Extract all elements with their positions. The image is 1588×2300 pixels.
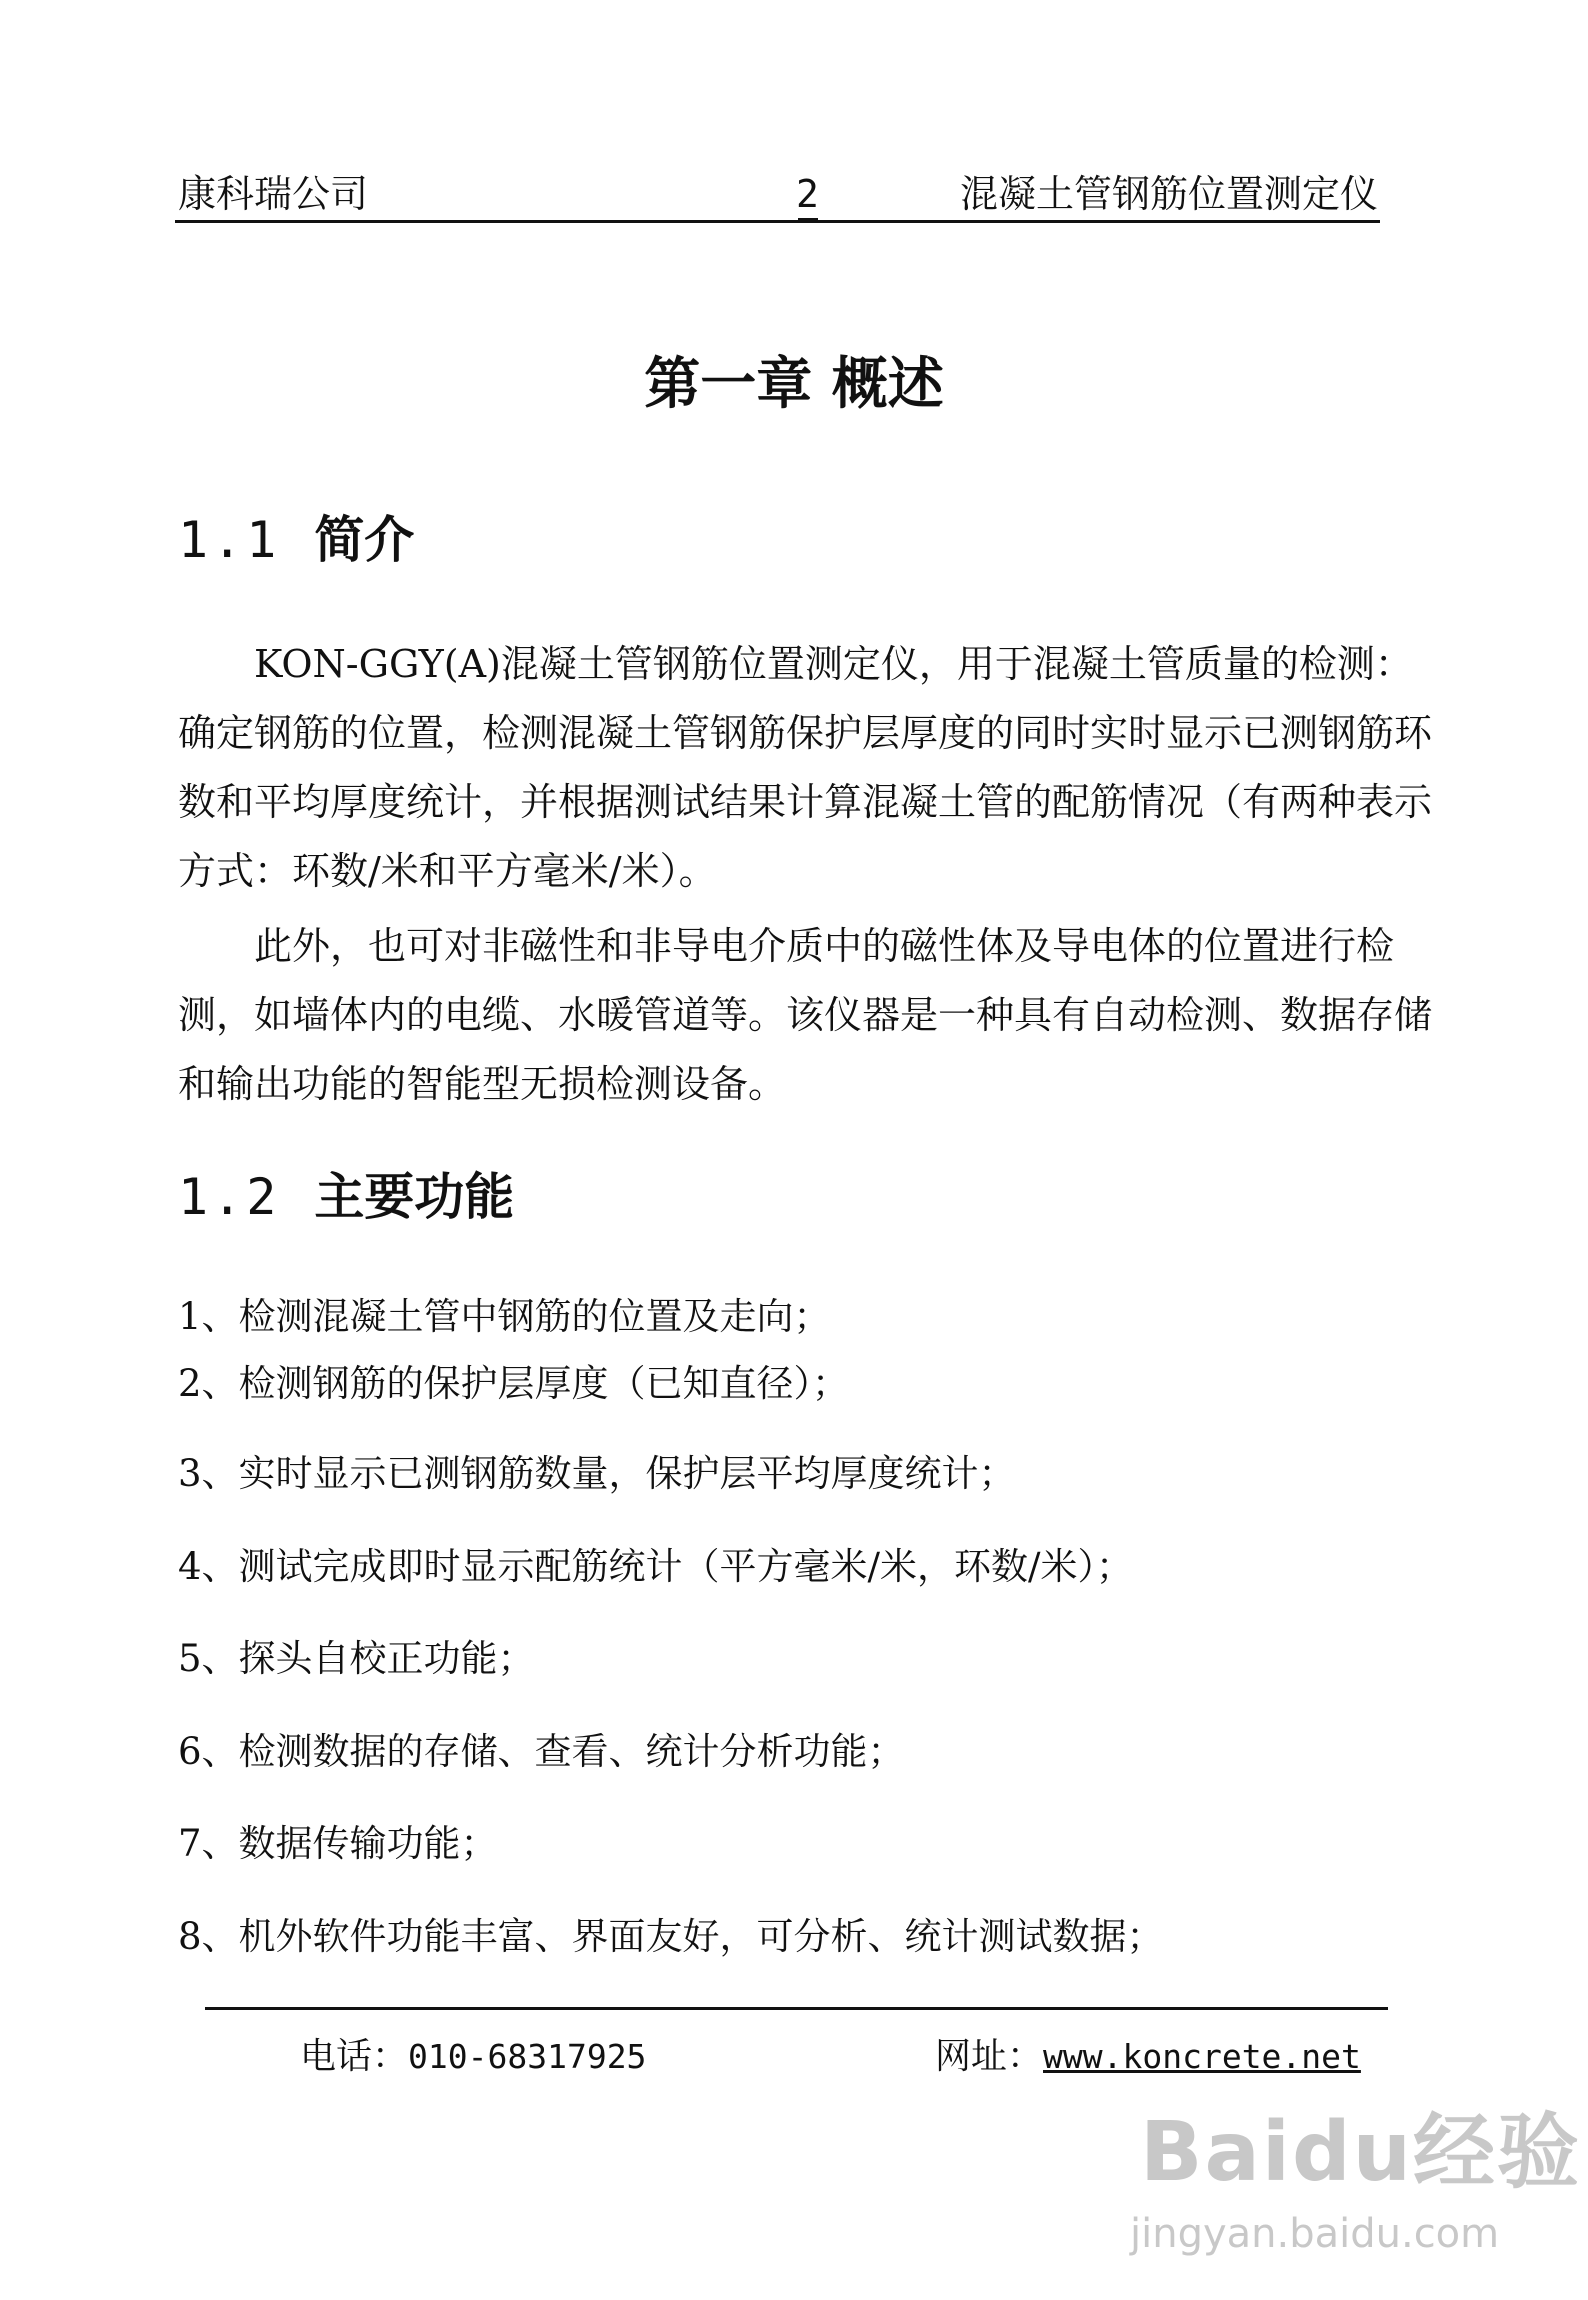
list-item: 7、数据传输功能； xyxy=(178,1822,498,1865)
footer-website xyxy=(935,2034,1361,2080)
intro-paragraph-1 xyxy=(178,630,1448,906)
header-doc-title: 混凝土管钢筋位置测定仪 xyxy=(959,172,1378,216)
footer-phone xyxy=(300,2034,646,2080)
list-item: 2、检测钢筋的保护层厚度（已知直径）； xyxy=(178,1362,850,1405)
baidu-jingyan-watermark-url: jingyan.baidu.com xyxy=(1130,2211,1500,2257)
list-item: 4、测试完成即时显示配筋统计（平方毫米/米，环数/米）； xyxy=(178,1545,1133,1588)
intro-paragraph-2 xyxy=(178,912,1448,1119)
list-item: 6、检测数据的存储、查看、统计分析功能； xyxy=(178,1730,905,1773)
paragraph-text: 此外，也可对非磁性和非导电介质中的磁性体及导电体的位置进行检测，如墙体内的电缆、水暖管道等。该仪器是一种具有自动检测、数据存储和输出功能的智能型无损检测设备。 xyxy=(178,924,1433,1106)
website-link[interactable]: www.koncrete.net xyxy=(1043,2037,1361,2076)
section-heading-functions xyxy=(178,1165,514,1229)
header-rule xyxy=(175,220,1380,223)
section-title: 简介 xyxy=(314,511,415,569)
footer-rule xyxy=(205,2007,1388,2010)
website-label: 网址： xyxy=(935,2036,1044,2077)
phone-number: 010-68317925 xyxy=(408,2037,647,2076)
list-item: 3、实时显示已测钢筋数量，保护层平均厚度统计； xyxy=(178,1452,1016,1495)
section-title: 主要功能 xyxy=(314,1168,515,1226)
page-number-underline xyxy=(798,218,818,221)
chapter-title: 第一章 概述 xyxy=(644,352,944,417)
header-page-number: 2 xyxy=(796,172,819,216)
paragraph-text: KON-GGY(A)混凝土管钢筋位置测定仪，用于混凝土管质量的检测：确定钢筋的位置，检测混凝土管钢筋保护层厚度的同时实时显示已测钢筋环数和平均厚度统计，并根据测试结果计算混凝土管的配筋情况（有两种表示方式：环数/米和平方毫米/米）。 xyxy=(178,642,1433,893)
section-number: 1.2 xyxy=(178,1168,281,1226)
section-heading-intro xyxy=(178,508,414,572)
list-item: 1、检测混凝土管中钢筋的位置及走向； xyxy=(178,1295,831,1338)
list-item: 8、机外软件功能丰富、界面友好，可分析、统计测试数据； xyxy=(178,1915,1164,1958)
phone-label: 电话： xyxy=(300,2036,409,2077)
header-company: 康科瑞公司 xyxy=(178,172,369,216)
baidu-jingyan-watermark-logo: Baidu经验 xyxy=(1140,2105,1582,2200)
section-number: 1.1 xyxy=(178,511,281,569)
list-item: 5、探头自校正功能； xyxy=(178,1637,535,1680)
